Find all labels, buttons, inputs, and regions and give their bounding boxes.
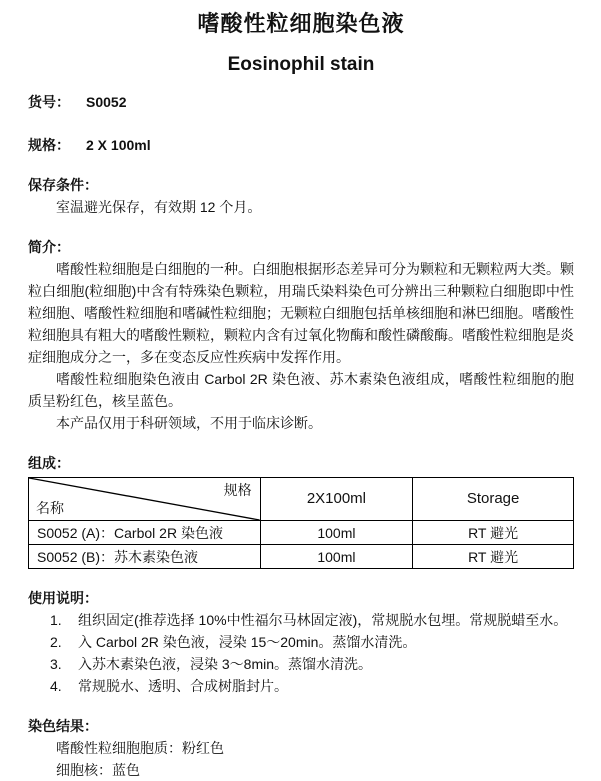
component-storage: RT 避光 bbox=[413, 545, 574, 569]
usage-section bbox=[28, 587, 574, 697]
table-corner-name-label: 名称 bbox=[36, 500, 64, 516]
step-number: 3. bbox=[50, 656, 62, 672]
storage-heading: 保存条件： bbox=[28, 177, 98, 193]
intro-paragraph: 嗜酸性粒细胞是白细胞的一种。白细胞根据形态差异可分为颗粒和无颗粒两大类。颗粒白细胞(粒细胞)中含有特殊染色颗粒，用瑞氏染料染色可分辨出三种颗粒白细胞即中性粒细胞、嗜酸性粒细胞和嗜碱性粒细胞；无颗粒白细胞包括单核细胞和淋巴细胞。嗜酸性粒细胞具有粗大的嗜酸性颗粒，颗粒内含有过氧化物酶和酸性磷酸酶。嗜酸性粒细胞是炎症细胞成分之一，多在变态反应性疾病中发挥作用。 bbox=[28, 261, 574, 365]
usage-step bbox=[28, 653, 574, 675]
usage-heading: 使用说明： bbox=[28, 590, 98, 606]
table-row bbox=[29, 545, 574, 569]
composition-table bbox=[28, 477, 574, 569]
usage-step bbox=[28, 609, 574, 631]
catalog-value: S0052 bbox=[86, 94, 127, 110]
spec-label: 规格： bbox=[28, 137, 70, 153]
intro-section bbox=[28, 236, 574, 434]
storage-section bbox=[28, 174, 574, 218]
component-name: S0052 (B)：苏木素染色液 bbox=[29, 545, 261, 569]
spec-row bbox=[28, 134, 574, 156]
page-subtitle: Eosinophil stain bbox=[227, 54, 375, 75]
table-header-diagonal-cell bbox=[29, 478, 261, 521]
table-header-storage: Storage bbox=[413, 478, 574, 521]
composition-section bbox=[28, 452, 574, 569]
usage-step bbox=[28, 631, 574, 653]
intro-heading: 简介： bbox=[28, 239, 70, 255]
spec-value: 2 X 100ml bbox=[86, 137, 151, 153]
step-text: 入 Carbol 2R 染色液，浸染 15～20min。蒸馏水清洗。 bbox=[78, 634, 417, 650]
table-header-volume: 2X100ml bbox=[260, 478, 413, 521]
table-corner-spec-label: 规格 bbox=[223, 482, 252, 498]
table-header-row bbox=[29, 478, 574, 521]
catalog-label: 货号： bbox=[28, 94, 70, 110]
composition-heading: 组成： bbox=[28, 455, 70, 471]
step-text: 组织固定(推荐选择 10%中性福尔马林固定液)，常规脱水包埋。常规脱蜡至水。 bbox=[78, 612, 568, 628]
result-heading: 染色结果： bbox=[28, 718, 98, 734]
step-number: 1. bbox=[50, 612, 62, 628]
intro-paragraph: 本产品仅用于科研领域，不用于临床诊断。 bbox=[56, 415, 322, 431]
usage-list bbox=[28, 609, 574, 697]
result-line: 细胞核：蓝色 bbox=[56, 762, 140, 778]
result-line: 嗜酸性粒细胞胞质：粉红色 bbox=[56, 740, 224, 756]
catalog-number-row bbox=[28, 91, 574, 113]
storage-text: 室温避光保存，有效期 12 个月。 bbox=[56, 199, 262, 215]
usage-step bbox=[28, 675, 574, 697]
component-volume: 100ml bbox=[260, 545, 413, 569]
component-storage: RT 避光 bbox=[413, 521, 574, 545]
component-name: S0052 (A)：Carbol 2R 染色液 bbox=[29, 521, 261, 545]
intro-paragraph: 嗜酸性粒细胞染色液由 Carbol 2R 染色液、苏木素染色液组成，嗜酸性粒细胞的胞质呈粉红色，核呈蓝色。 bbox=[28, 371, 574, 409]
component-volume: 100ml bbox=[260, 521, 413, 545]
step-number: 4. bbox=[50, 678, 62, 694]
step-number: 2. bbox=[50, 634, 62, 650]
result-section bbox=[28, 715, 574, 781]
step-text: 入苏木素染色液，浸染 3～8min。蒸馏水清洗。 bbox=[78, 656, 373, 672]
step-text: 常规脱水、透明、合成树脂封片。 bbox=[78, 678, 288, 694]
table-row bbox=[29, 521, 574, 545]
page-title: 嗜酸性粒细胞染色液 bbox=[197, 11, 405, 36]
